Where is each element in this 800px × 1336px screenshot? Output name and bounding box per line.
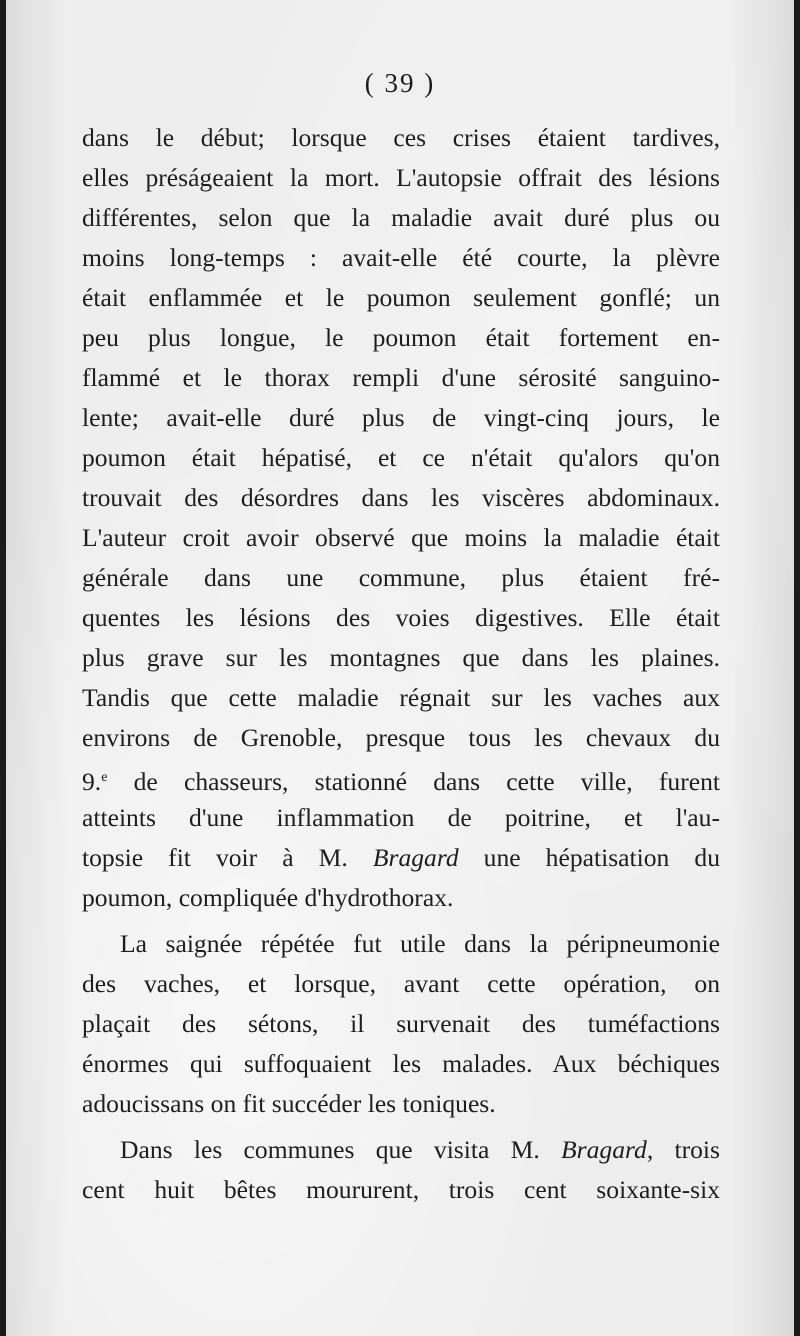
text-segment: 9.	[82, 767, 102, 796]
text-segment: atteints d'une inflammation de poitrine, et l'au-	[82, 803, 720, 832]
text-line	[82, 1084, 720, 1124]
text-segment: moins long-temps : avait-elle été courte, la plèvre	[82, 243, 720, 272]
text-segment: La saignée répétée fut utile dans la péripneumonie	[120, 929, 720, 958]
text-segment: , trois	[646, 1135, 720, 1164]
text-segment: adoucissans on fit succéder les toniques.	[82, 1089, 496, 1118]
text-line	[82, 718, 720, 758]
text-segment: L'auteur croit avoir observé que moins la maladie était	[82, 523, 720, 552]
text-segment: quentes les lésions des voies digestives. Elle était	[82, 603, 720, 632]
text-segment: énormes qui suffoquaient les malades. Aux béchiques	[82, 1049, 720, 1078]
text-line	[82, 478, 720, 518]
text-line	[82, 438, 720, 478]
text-line	[82, 598, 720, 638]
text-segment: des vaches, et lorsque, avant cette opération, on	[82, 969, 720, 998]
text-line	[82, 1130, 720, 1170]
text-line	[82, 398, 720, 438]
text-line	[82, 1170, 720, 1210]
text-line	[82, 924, 720, 964]
text-line	[82, 678, 720, 718]
text-line	[82, 878, 720, 918]
text-segment: générale dans une commune, plus étaient fré-	[82, 563, 720, 592]
italic-name: Bragard	[561, 1135, 647, 1164]
text-line	[82, 758, 720, 798]
text-line	[82, 558, 720, 598]
italic-name: Bragard	[372, 843, 459, 872]
book-page	[6, 0, 794, 1336]
text-segment: de chasseurs, stationné dans cette ville, furent	[107, 767, 720, 796]
page-number: ( 39 )	[364, 68, 436, 98]
text-segment: lente; avait-elle duré plus de vingt-cinq jours, le	[82, 403, 720, 432]
text-segment: plus grave sur les montagnes que dans les plaines.	[82, 643, 720, 672]
text-line	[82, 278, 720, 318]
text-segment: poumon, compliquée d'hydrothorax.	[82, 883, 454, 912]
text-line	[82, 964, 720, 1004]
text-line	[82, 318, 720, 358]
text-line	[82, 158, 720, 198]
text-segment: plaçait des sétons, il survenait des tuméfactions	[82, 1009, 720, 1038]
text-line	[82, 798, 720, 838]
text-line	[82, 118, 720, 158]
text-line	[82, 238, 720, 278]
text-segment: cent huit bêtes moururent, trois cent soixante-six	[82, 1175, 720, 1204]
text-segment: trouvait des désordres dans les viscères abdominaux.	[82, 483, 720, 512]
text-segment: différentes, selon que la maladie avait duré plus ou	[82, 203, 720, 232]
text-segment: une hépatisation du	[458, 843, 720, 872]
text-line	[82, 1004, 720, 1044]
superscript: e	[101, 770, 108, 785]
text-segment: environs de Grenoble, presque tous les chevaux du	[82, 723, 720, 752]
text-segment: Tandis que cette maladie régnait sur les vaches aux	[82, 683, 720, 712]
text-segment: flammé et le thorax rempli d'une sérosité sanguino-	[82, 363, 720, 392]
text-segment: poumon était hépatisé, et ce n'était qu'alors qu'on	[82, 443, 720, 472]
text-line	[82, 518, 720, 558]
text-segment: dans le début; lorsque ces crises étaient tardives,	[82, 123, 720, 152]
page-body-text	[82, 118, 720, 1210]
text-segment: topsie fit voir à M.	[82, 843, 373, 872]
text-segment: peu plus longue, le poumon était fortement en-	[82, 323, 720, 352]
text-line	[82, 1044, 720, 1084]
text-segment: elles préságeaient la mort. L'autopsie offrait des lésions	[82, 163, 720, 192]
text-line	[82, 638, 720, 678]
text-line	[82, 358, 720, 398]
text-segment: était enflammée et le poumon seulement gonflé; un	[82, 283, 720, 312]
text-line	[82, 198, 720, 238]
text-line	[82, 838, 720, 878]
text-segment: Dans les communes que visita M.	[120, 1135, 562, 1164]
